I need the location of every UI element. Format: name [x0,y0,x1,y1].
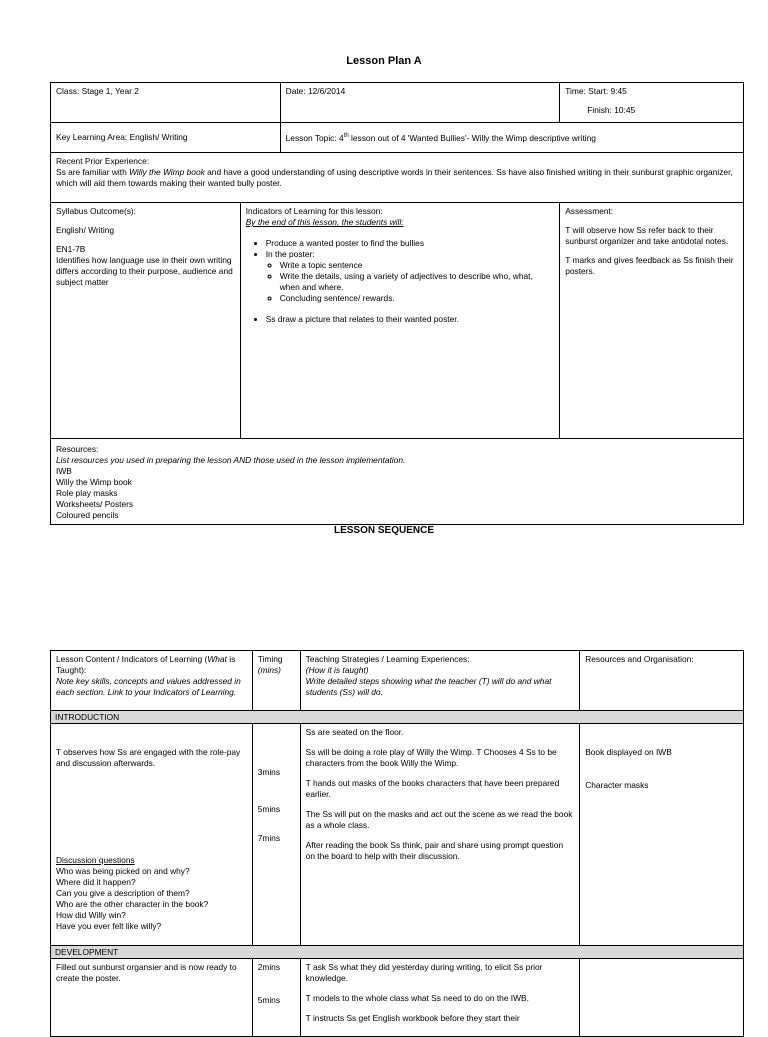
indicators-sub: By the end of this lesson, the students will: [245,217,404,227]
dev-content [51,959,253,1037]
indicators-list [246,238,555,304]
seq-head-content-note: Note key skills, concepts and values addressed in each section. Link to your Indicators of Learning. [56,676,241,697]
resource-item: Willy the Wimp book [56,477,132,487]
resource-note: Book displayed on IWB [585,747,672,757]
strategy-step: T models to the whole class what Ss need to do on the IWB. [305,993,529,1003]
timing-value: 3mins [257,767,281,777]
sequence-title: LESSON SEQUENCE [333,525,435,536]
kla-label: Key Learning Area: English/ Writing [56,132,188,142]
indicator-subitem: ◦ Write a topic sentence [280,260,555,271]
seq-head-content: Lesson Content / Indicators of Learning (What is Taught): Note key skills, concepts and values addressed in each section. Link to your Indicators of Learning. [51,651,253,711]
date-cell [280,83,560,123]
assessment-p1: T will observe how Ss refer back to their sunburst organizer and take antidotal notes. [565,225,729,246]
class-label: Class: Stage 1, Year 2 [56,86,139,96]
strategy-step: T ask Ss what they did yesterday during writing, to elicit Ss prior knowledge. [305,962,543,983]
dev-content-text: Filled out sunburst organsier and is now ready to create the poster. [56,962,237,983]
intro-teaching [300,724,580,946]
time-finish: Finish: 10:45 [587,105,636,115]
indicator-item: • In the poster: ◦ Write a topic sentence ◦ Write the details, using a variety of adjectives to describe who, what, when and where. ◦ Concluding sentence/ rewards. [266,249,555,304]
indicator-item: • Ss draw a picture that relates to their wanted poster. [266,314,555,325]
indicators-cell [240,203,560,439]
kla-cell [51,123,281,153]
resource-item: IWB [56,466,72,476]
time-cell [560,83,744,123]
discussion-question: Who are the other character in the book? [56,899,209,909]
seq-head-resources: Resources and Organisation: [580,651,744,711]
topic-label-b: lesson out of 4 'Wanted Bullies'- Willy the Wimp descriptive writing [348,132,596,143]
lesson-sequence-table [50,650,744,1037]
strategy-step: Ss will be doing a role play of Willy the Wimp. T Chooses 4 Ss to be characters from the book Willy the Wimp. [305,747,557,768]
dev-resources [580,959,744,1037]
strategy-step: Ss are seated on the floor. [305,727,404,737]
prior-heading: Recent Prior Experience: [56,156,150,166]
strategy-step: After reading the book Ss think, pair and share using prompt question on the board to help with their discussion. [305,840,564,861]
indicator-item: • Produce a wanted poster to find the bullies [266,238,555,249]
prior-text-a: Ss are familiar with [56,167,130,177]
resource-item: Role play masks [56,488,118,498]
dev-timing [252,959,300,1037]
resource-item: Worksheets/ Posters [56,499,134,509]
topic-cell [280,123,743,153]
section-band-development: DEVELOPMENT [51,946,744,959]
discussion-question: Where did it happen? [56,877,136,887]
seq-head-teaching: Teaching Strategies / Learning Experiences: (How it is taught) Write detailed steps showing what the teacher (T) will do and what students (Ss) will do. [300,651,580,711]
outcomes-heading: Syllabus Outcome(s): [56,206,137,216]
indicator-subitem: ◦ Concluding sentence/ rewards. [280,293,555,304]
discussion-question: Have you ever felt like willy? [56,921,162,931]
strategy-step: T hands out masks of the books characters that have been prepared earlier. [305,778,560,799]
resource-note: Character masks [585,780,649,790]
resources-note: List resources you used in preparing the lesson AND those used in the lesson implementation. [56,455,406,465]
topic-label-a: Lesson Topic: 4 [285,132,344,143]
topic-sup: th [343,133,349,140]
seq-head-timing: Timing (mins) [252,651,300,711]
discussion-question: How did Willy win? [56,910,126,920]
intro-resources [580,724,744,946]
timing-value: 5mins [257,804,281,814]
assessment-cell [560,203,744,439]
section-band-introduction: INTRODUCTION [51,711,744,724]
class-cell [51,83,281,123]
timing-value: 5mins [257,995,281,1005]
assessment-p2: T marks and gives feedback as Ss finish their posters. [565,255,734,276]
timing-value: 2mins [257,962,281,972]
resource-item: Coloured pencils [56,510,119,520]
indicators-heading: Indicators of Learning for this lesson: [245,206,383,216]
discussion-question: Who was being picked on and why? [56,866,190,876]
discussion-heading: Discussion questions [56,855,135,865]
time-start: Time: Start: 9:45 [565,86,627,96]
indicator-subitem: ◦ Write the details, using a variety of adjectives to describe who, what, when and where. [280,271,555,293]
intro-content [51,724,253,946]
prior-cell [51,153,744,203]
resources-heading: Resources: [56,444,99,454]
dev-teaching [300,959,580,1037]
timing-value: 7mins [257,833,281,843]
prior-book: Willy the Wimp book [129,167,205,177]
discussion-question: Can you give a description of them? [56,888,190,898]
outcomes-code: EN1-7B [56,244,86,254]
intro-timing [252,724,300,946]
outcomes-subject: English/ Writing [56,225,115,235]
intro-content-text: T observes how Ss are engaged with the role-pay and discussion afterwards. [56,747,241,768]
resources-cell [51,439,744,525]
strategy-step: T instructs Ss get English workbook before they start their [305,1013,520,1023]
outcomes-cell [51,203,241,439]
date-label: Date: 12/6/2014 [285,86,346,96]
seq-head-teach-note: Write detailed steps showing what the teacher (T) will do and what students (Ss) will do. [305,676,552,697]
strategy-step: The Ss will put on the masks and act out the scene as we read the book as a whole class. [305,809,573,830]
page-title: Lesson Plan A [346,55,422,67]
assessment-heading: Assessment: [565,206,614,216]
outcomes-desc: Identifies how language use in their own writing differs according to their purpose, audience and subject matter [56,255,233,287]
prior-text-b: and have a good understanding of using descriptive words in their sentences. Ss have also finished writing in their sunburst graphic organizer, which will aid them towards making their wanted bully poster. [56,167,733,188]
lesson-plan-table [50,82,744,525]
